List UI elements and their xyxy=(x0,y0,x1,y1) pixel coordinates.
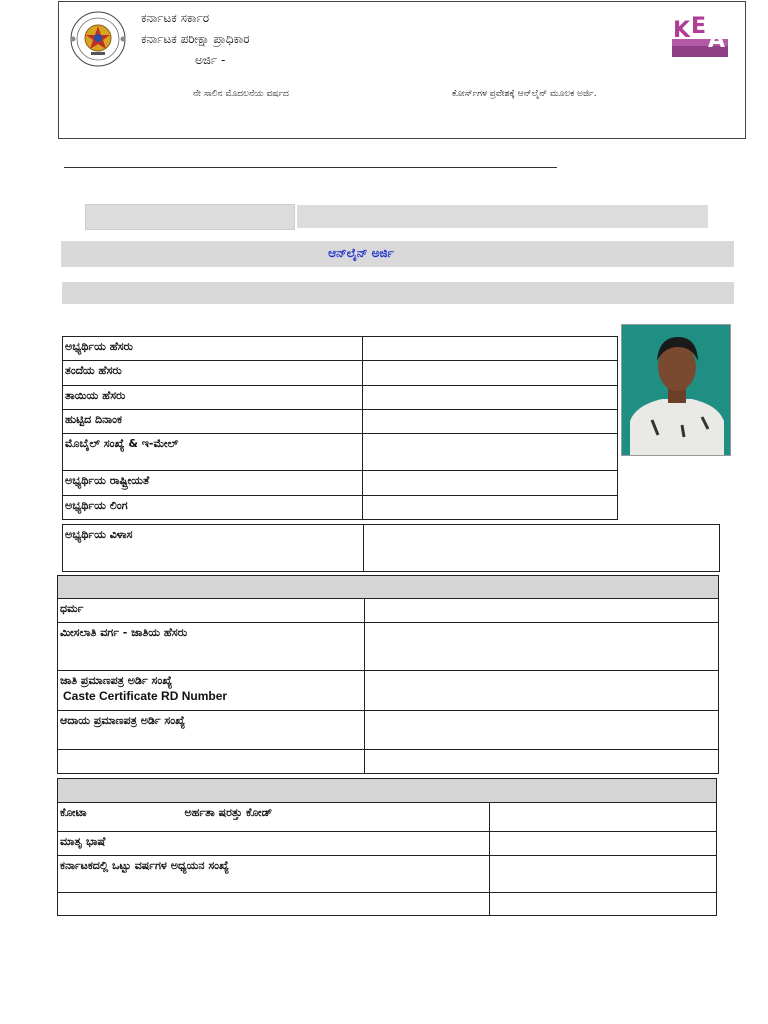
table-row xyxy=(63,496,618,520)
quota-value xyxy=(490,803,717,832)
blank-value xyxy=(490,893,717,916)
field-value xyxy=(363,361,618,386)
field-value xyxy=(363,434,618,471)
personal-details-table xyxy=(62,336,618,520)
field-label: ಮೊಬೈಲ್ ಸಂಖ್ಯೆ & ಇ-ಮೇಲ್ xyxy=(63,434,363,471)
header-subtitle-left: ನೇ ಸಾಲಿನ ಮೊದಲನೆಯ ವರ್ಷದ xyxy=(193,89,289,99)
kea-logo-icon xyxy=(672,13,728,57)
field-label: ಹುಟ್ಟಿದ ದಿನಾಂಕ xyxy=(63,410,363,434)
caste-category-value xyxy=(365,623,719,671)
address-label: ಅಭ್ಯರ್ಥಿಯ ವಿಳಾಸ xyxy=(63,525,364,572)
candidate-photo-icon xyxy=(622,325,731,456)
blank-label xyxy=(58,750,365,774)
karnataka-emblem-icon xyxy=(70,11,126,67)
table-row xyxy=(63,434,618,471)
eligibility-table xyxy=(57,778,717,916)
title-bar xyxy=(61,241,734,267)
table-row xyxy=(63,471,618,496)
blank-bar xyxy=(62,282,734,304)
field-label: ಅಭ್ಯರ್ಥಿಯ ಲಿಂಗ xyxy=(63,496,363,520)
mother-tongue-value xyxy=(490,832,717,856)
svg-text:E: E xyxy=(691,14,707,39)
caste-certificate-label xyxy=(58,671,365,711)
table-row xyxy=(58,750,719,774)
table-row xyxy=(58,803,717,832)
svg-text:A: A xyxy=(708,28,726,53)
table-row xyxy=(58,623,719,671)
blank-label xyxy=(58,893,490,916)
blank-field-right xyxy=(297,205,708,228)
category-table xyxy=(57,575,719,774)
address-table xyxy=(62,524,720,572)
income-certificate-value xyxy=(365,711,719,750)
field-value xyxy=(363,337,618,361)
section-header-cell xyxy=(58,779,717,803)
svg-text:K: K xyxy=(673,18,691,43)
religion-value xyxy=(365,599,719,623)
header-form: ಅರ್ಜಿ - xyxy=(195,53,226,67)
table-row xyxy=(63,337,618,361)
divider-line xyxy=(64,167,557,168)
quota-label-text: ಕೋಟಾ xyxy=(60,806,87,819)
years-study-label: ಕರ್ನಾಟಕದಲ್ಲಿ ಒಟ್ಟು ವರ್ಷಗಳ ಅಧ್ಯಯನ ಸಂಖ್ಯೆ xyxy=(58,856,490,893)
field-label: ಅಭ್ಯರ್ಥಿಯ ರಾಷ್ಟ್ರೀಯತೆ xyxy=(63,471,363,496)
field-value xyxy=(363,410,618,434)
caste-certificate-value xyxy=(365,671,719,711)
field-value xyxy=(363,471,618,496)
years-study-value xyxy=(490,856,717,893)
section-header xyxy=(58,779,717,803)
table-row xyxy=(58,711,719,750)
table-row xyxy=(63,525,720,572)
table-row xyxy=(58,893,717,916)
header-subtitle-right: ಕೋರ್ಸ್‌ಗಳ ಪ್ರವೇಶಕ್ಕೆ ಆನ್‌ಲೈನ್ ಮೂಲಕ ಅರ್ಜಿ. xyxy=(452,89,597,99)
table-row xyxy=(63,361,618,386)
header-box xyxy=(58,1,746,139)
field-value xyxy=(363,496,618,520)
field-value xyxy=(363,386,618,410)
field-label: ಅಭ್ಯರ್ಥಿಯ ಹೆಸರು xyxy=(63,337,363,361)
quota-label xyxy=(58,803,490,832)
table-row xyxy=(63,410,618,434)
page-title: ಆನ್‌ಲೈನ್ ಅರ್ಜಿ xyxy=(328,246,394,260)
section-header xyxy=(58,576,719,599)
blank-field-left xyxy=(85,204,295,230)
clause-code-label: ಅರ್ಹತಾ ಷರತ್ತು ಕೋಡ್ xyxy=(184,806,273,819)
table-row xyxy=(63,386,618,410)
mother-tongue-label: ಮಾತೃ ಭಾಷೆ xyxy=(58,832,490,856)
blank-value xyxy=(365,750,719,774)
header-authority: ಕರ್ನಾಟಕ ಪರೀಕ್ಷಾ ಪ್ರಾಧಿಕಾರ xyxy=(141,32,250,46)
caste-certificate-label-kn: ಜಾತಿ ಪ್ರಮಾಣಪತ್ರ ಅರ್ಡಿ ಸಂಖ್ಯೆ xyxy=(60,674,173,687)
table-row xyxy=(58,599,719,623)
caste-category-label: ಮೀಸಲಾತಿ ವರ್ಗ - ಜಾತಿಯ ಹೆಸರು xyxy=(58,623,365,671)
caste-certificate-label-en: Caste Certificate RD Number xyxy=(63,689,228,703)
candidate-photo xyxy=(621,324,731,456)
header-govt: ಕರ್ನಾಟಕ ಸರ್ಕಾರ xyxy=(141,11,210,25)
income-certificate-label: ಆದಾಯ ಪ್ರಮಾಣಪತ್ರ ಅರ್ಡಿ ಸಂಖ್ಯೆ xyxy=(58,711,365,750)
religion-label: ಧರ್ಮ xyxy=(58,599,365,623)
section-header-cell xyxy=(58,576,719,599)
field-label: ತಂದೆಯ ಹೆಸರು xyxy=(63,361,363,386)
table-row xyxy=(58,671,719,711)
table-row xyxy=(58,832,717,856)
address-value xyxy=(364,525,720,572)
field-label: ತಾಯಿಯ ಹೆಸರು xyxy=(63,386,363,410)
table-row xyxy=(58,856,717,893)
